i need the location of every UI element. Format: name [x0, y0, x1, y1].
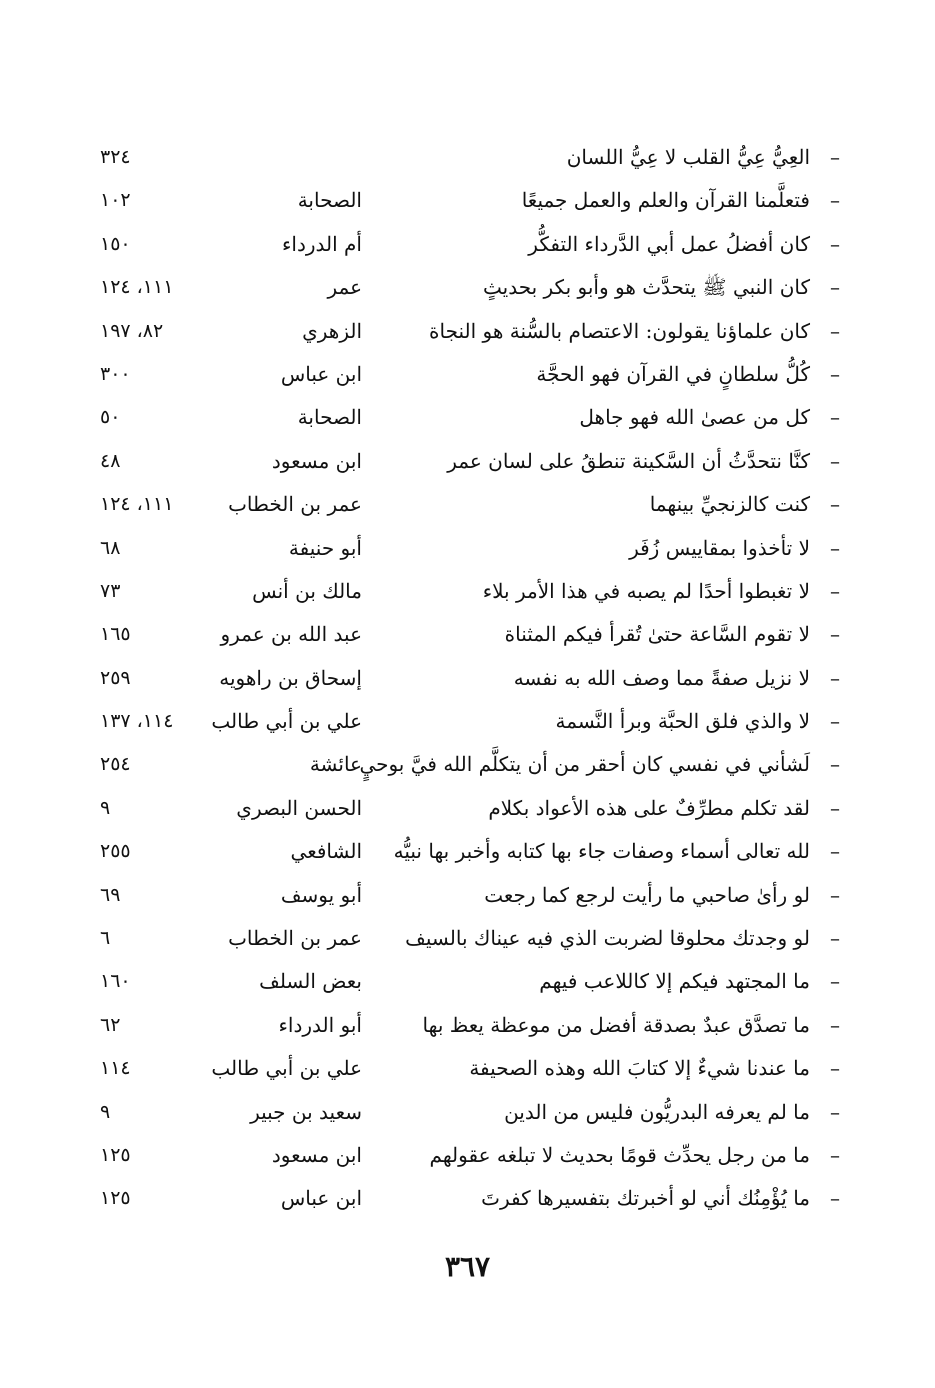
page-references: ١٢٥ [100, 1143, 131, 1166]
index-row [90, 223, 850, 266]
speaker-name: الحسن البصري [236, 795, 362, 820]
speaker-name: ابن عباس [280, 361, 362, 386]
page-references: ٢٥٤ [100, 753, 131, 776]
list-dash: – [830, 752, 840, 777]
quote-text: لو رأىٰ صاحبي ما رأيت لرجع كما رجعت [484, 882, 810, 907]
list-dash: – [830, 578, 840, 603]
index-row [90, 1134, 850, 1177]
quote-text: ما تصدَّق عبدٌ بصدقة أفضل من موعظة يعظ بها [422, 1012, 810, 1037]
page-references: ٦ [100, 927, 111, 950]
index-row [90, 1047, 850, 1090]
page-references: ٩ [100, 1100, 111, 1123]
index-row [90, 266, 850, 309]
speaker-name: أبو يوسف [280, 882, 362, 907]
speaker-name: سعيد بن جبير [250, 1099, 362, 1124]
page-references: ٤٨ [100, 449, 121, 472]
page-references: ٩ [100, 796, 111, 819]
list-dash: – [830, 361, 840, 386]
index-row [90, 353, 850, 396]
list-dash: – [830, 318, 840, 343]
list-dash: – [830, 969, 840, 994]
list-dash: – [830, 622, 840, 647]
list-dash: – [830, 709, 840, 734]
quote-text: لا تغبطوا أحدًا لم يصبه في هذا الأمر بلاء [482, 578, 810, 603]
page-references: ٦٨ [100, 536, 121, 559]
speaker-name: الصحابة [297, 188, 362, 213]
quote-text: ما عندنا شيءٌ إلا كتابَ الله وهذه الصحيفة [469, 1056, 810, 1081]
list-dash: – [830, 1099, 840, 1124]
list-dash: – [830, 145, 840, 169]
index-row [90, 613, 850, 656]
speaker-name: الشافعي [290, 839, 362, 864]
quote-text: لا تأخذوا بمقاييس زُفَر [629, 535, 810, 560]
speaker-name: الزهري [302, 318, 362, 343]
page-number: ٣٦٧ [444, 1250, 491, 1283]
quote-text: لله تعالى أسماء وصفات جاء بها كتابه وأخبر بها نبيُّه [393, 839, 810, 864]
page-references: ١٦٠ [100, 970, 131, 993]
speaker-name: إسحاق بن راهويه [219, 665, 362, 690]
page-references: ١٢٥ [100, 1187, 131, 1210]
index-row [90, 743, 850, 786]
quote-text: لا نزيل صفةً مما وصف الله به نفسه [513, 665, 810, 690]
index-row [90, 1091, 850, 1134]
list-dash: – [830, 275, 840, 300]
quote-text: كان النبي ﷺ يتحدَّث هو وأبو بكر بحديثٍ [482, 275, 810, 300]
quote-text: لا تقوم السَّاعة حتىٰ تُقرأ فيكم المثناة [504, 622, 810, 647]
quote-text: كان أفضلُ عمل أبي الدَّرداء التفكُّر [528, 231, 810, 256]
quote-text: ما يُؤْمِنُك أني لو أخبرتك بتفسيرها كفرتَ [481, 1186, 810, 1211]
quote-text: فتعلَّمنا القرآن والعلم والعمل جميعًا [521, 188, 810, 213]
page-references: ٣٢٤ [100, 146, 131, 168]
page-references: ٦٩ [100, 883, 121, 906]
quote-text: ما المجتهد فيكم إلا كاللاعب فيهم [539, 969, 810, 994]
speaker-name: ابن مسعود [271, 1142, 362, 1167]
quote-text: كنَّا نتحدَّثُ أن السَّكينة تنطقُ على لسان عمر [447, 448, 810, 473]
page-references: ٣٠٠ [100, 362, 131, 385]
page-references: ٢٥٩ [100, 666, 131, 689]
index-row [90, 310, 850, 353]
speaker-name: أبو حنيفة [288, 535, 362, 560]
page-references: ٦٢ [100, 1013, 121, 1036]
quote-text: لا والذي فلق الحبَّة وبرأ النَّسمة [555, 709, 810, 734]
list-dash: – [830, 882, 840, 907]
list-dash: – [830, 665, 840, 690]
list-dash: – [830, 231, 840, 256]
page-references: ٢٥٥ [100, 840, 131, 863]
speaker-name: أم الدرداء [282, 231, 362, 256]
speaker-name: مالك بن أنس [252, 578, 362, 603]
list-dash: – [830, 1142, 840, 1167]
index-row [90, 657, 850, 700]
index-row [90, 179, 850, 222]
page-references: ١١٤، ١٣٧ [100, 710, 174, 733]
index-row [90, 917, 850, 960]
quote-text: كان علماؤنا يقولون: الاعتصام بالسُّنة هو النجاة [429, 318, 810, 343]
page-references: ٨٢، ١٩٧ [100, 319, 164, 342]
quote-text: كنت كالزنجيِّ بينهما [649, 492, 810, 517]
quote-text: كُلُّ سلطانٍ في القرآن فهو الحجَّة [536, 361, 810, 386]
index-row [90, 874, 850, 917]
page-references: ٧٣ [100, 579, 121, 602]
page-references: ١٠٢ [100, 189, 131, 212]
page-references: ٥٠ [100, 406, 121, 429]
index-row [90, 396, 850, 439]
list-dash: – [830, 492, 840, 517]
index-row [90, 700, 850, 743]
speaker-name: علي بن أبي طالب [211, 709, 362, 734]
list-dash: – [830, 839, 840, 864]
list-dash: – [830, 795, 840, 820]
speaker-name: عمر بن الخطاب [228, 926, 362, 951]
list-dash: – [830, 1186, 840, 1211]
list-dash: – [830, 926, 840, 951]
page-references: ١١٤ [100, 1057, 131, 1080]
index-row [90, 1177, 850, 1220]
list-dash: – [830, 448, 840, 473]
quote-text: ما من رجل يحدِّث قومًا بحديث لا تبلغه عقولهم [429, 1142, 810, 1167]
quote-text: لقد تكلم مطرِّفٌ على هذه الأعواد بكلام [488, 795, 810, 820]
index-row [90, 787, 850, 830]
speaker-name: بعض السلف [259, 969, 362, 994]
page-references: ١٥٠ [100, 232, 131, 255]
index-row [90, 1004, 850, 1047]
list-dash: – [830, 405, 840, 430]
speaker-name: علي بن أبي طالب [211, 1056, 362, 1081]
quotes-index-table [90, 136, 850, 1221]
list-dash: – [830, 1012, 840, 1037]
page-references: ١١١، ١٢٤ [100, 493, 174, 516]
quote-text: لو وجدتك محلوقا لضربت الذي فيه عيناك بالسيف [405, 926, 810, 951]
speaker-name: أبو الدرداء [278, 1012, 362, 1037]
speaker-name: عمر [327, 275, 362, 300]
index-row [90, 527, 850, 570]
speaker-name: عائشة [309, 752, 362, 777]
quote-text: ما لم يعرفه البدريُّون فليس من الدين [504, 1099, 810, 1124]
index-row [90, 570, 850, 613]
quote-text: كل من عصىٰ الله فهو جاهل [579, 405, 810, 430]
index-row [90, 960, 850, 1003]
speaker-name: عمر بن الخطاب [228, 492, 362, 517]
speaker-name: ابن مسعود [271, 448, 362, 473]
quote-text: لَشأني في نفسي كان أحقر من أن يتكلَّم الله فيَّ بوحيٍ [359, 752, 810, 777]
speaker-name: عبد الله بن عمرو [220, 622, 362, 647]
page-references: ١٦٥ [100, 623, 131, 646]
list-dash: – [830, 1056, 840, 1081]
list-dash: – [830, 535, 840, 560]
speaker-name: ابن عباس [280, 1186, 362, 1211]
speaker-name: الصحابة [297, 405, 362, 430]
list-dash: – [830, 188, 840, 213]
index-row [90, 830, 850, 873]
index-row [90, 483, 850, 526]
quote-text: العِيُّ عِيُّ القلب لا عِيُّ اللسان [566, 145, 810, 169]
page-references: ١١١، ١٢٤ [100, 276, 174, 299]
index-row [90, 136, 850, 179]
index-row [90, 440, 850, 483]
